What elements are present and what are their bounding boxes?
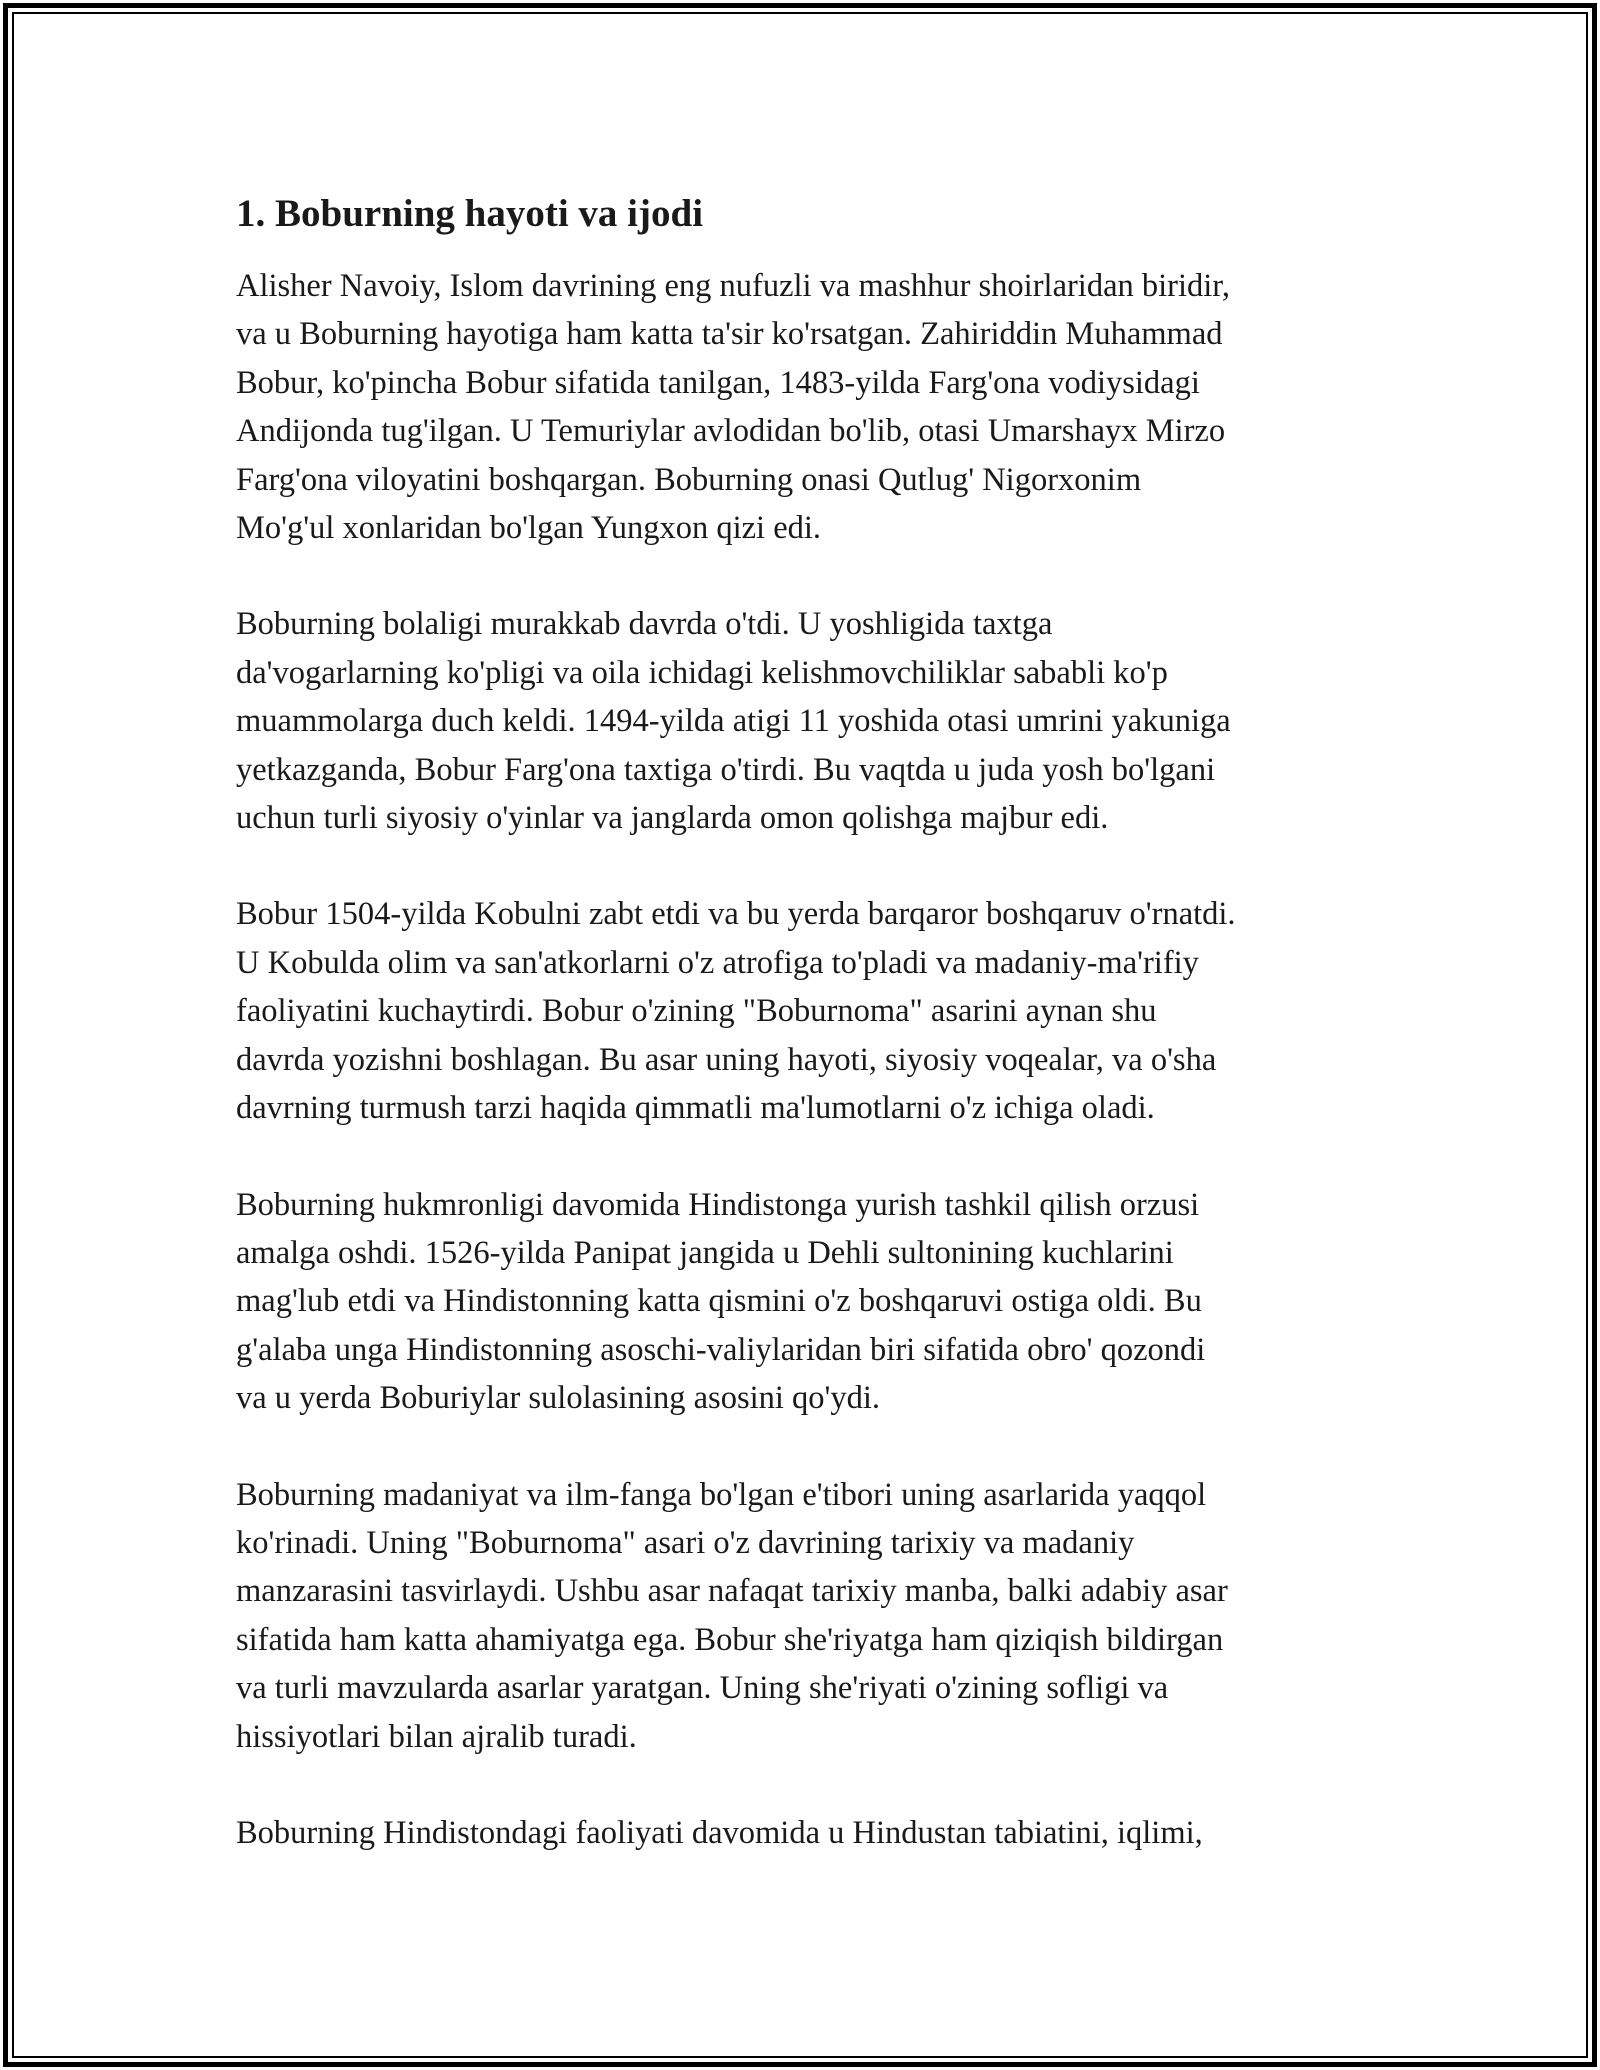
paragraph-6: Boburning Hindistondagi faoliyati davomida u Hindustan tabiatini, iqlimi, xyxy=(236,1814,1203,1851)
paragraph-5: Boburning madaniyat va ilm-fanga bo'lgan e'tibori uning asarlarida yaqqol ko'rinadi. Uning "Boburnoma" asari o'z davrining tarixiy va madaniy manzarasini tasvirlaydi. Ushbu asar nafaqat tarixiy manba, balki adabiy asar sifatida ham katta ahamiyatga ega. Bobur she'riyatga ham qiziqish bildirgan va turli mavzularda asarlar yaratgan. Uning she'riyati o'zining sofligi va hissiyotlari bilan ajralib turadi. xyxy=(236,1476,1228,1755)
paragraph-2: Boburning bolaligi murakkab davrda o'tdi. U yoshligida taxtga da'vogarlarning ko'pligi va oila ichidagi kelishmovchiliklar sababli ko'p muammolarga duch keldi. 1494-yilda atigi 11 yoshida otasi umrini yakuniga yetkazganda, Bobur Farg'ona taxtiga o'tirdi. Bu vaqtda u juda yosh bo'lgani uchun turli siyosiy o'yinlar va janglarda omon qolishga majbur edi. xyxy=(236,606,1231,837)
document-body xyxy=(236,186,1376,1905)
paragraph-4: Boburning hukmronligi davomida Hindistonga yurish tashkil qilish orzusi amalga oshdi. 1526-yilda Panipat jangida u Dehli sultonining kuchlarini mag'lub etdi va Hindistonning katta qismini o'z boshqaruvi ostiga oldi. Bu g'alaba unga Hindistonning asoschi-valiylaridan biri sifatida obro' qozondi va u yerda Boburiylar sulolasining asosini qo'ydi. xyxy=(236,1186,1206,1417)
paragraph-1: Alisher Navoiy, Islom davrining eng nufuzli va mashhur shoirlaridan biridir, va u Boburning hayotiga ham katta ta'sir ko'rsatgan. Zahiriddin Muhammad Bobur, ko'pincha Bobur sifatida tanilgan, 1483-yilda Farg'ona vodiysidagi Andijonda tug'ilgan. U Temuriylar avlodidan bo'lib, otasi Umarshayx Mirzo Farg'ona viloyatini boshqargan. Boburning onasi Qutlug' Nigorxonim Mo'g'ul xonlaridan bo'lgan Yungxon qizi edi. xyxy=(236,268,1230,547)
paragraph-3: Bobur 1504-yilda Kobulni zabt etdi va bu yerda barqaror boshqaruv o'rnatdi. U Kobulda olim va san'atkorlarni o'z atrofiga to'pladi va madaniy-ma'rifiy faoliyatini kuchaytirdi. Bobur o'zining "Boburnoma" asarini aynan shu davrda yozishni boshlagan. Bu asar uning hayoti, siyosiy voqealar, va o'sha davrning turmush tarzi haqida qimmatli ma'lumotlarni o'z ichiga oladi. xyxy=(236,896,1236,1127)
section-title: 1. Boburning hayoti va ijodi xyxy=(236,192,704,235)
